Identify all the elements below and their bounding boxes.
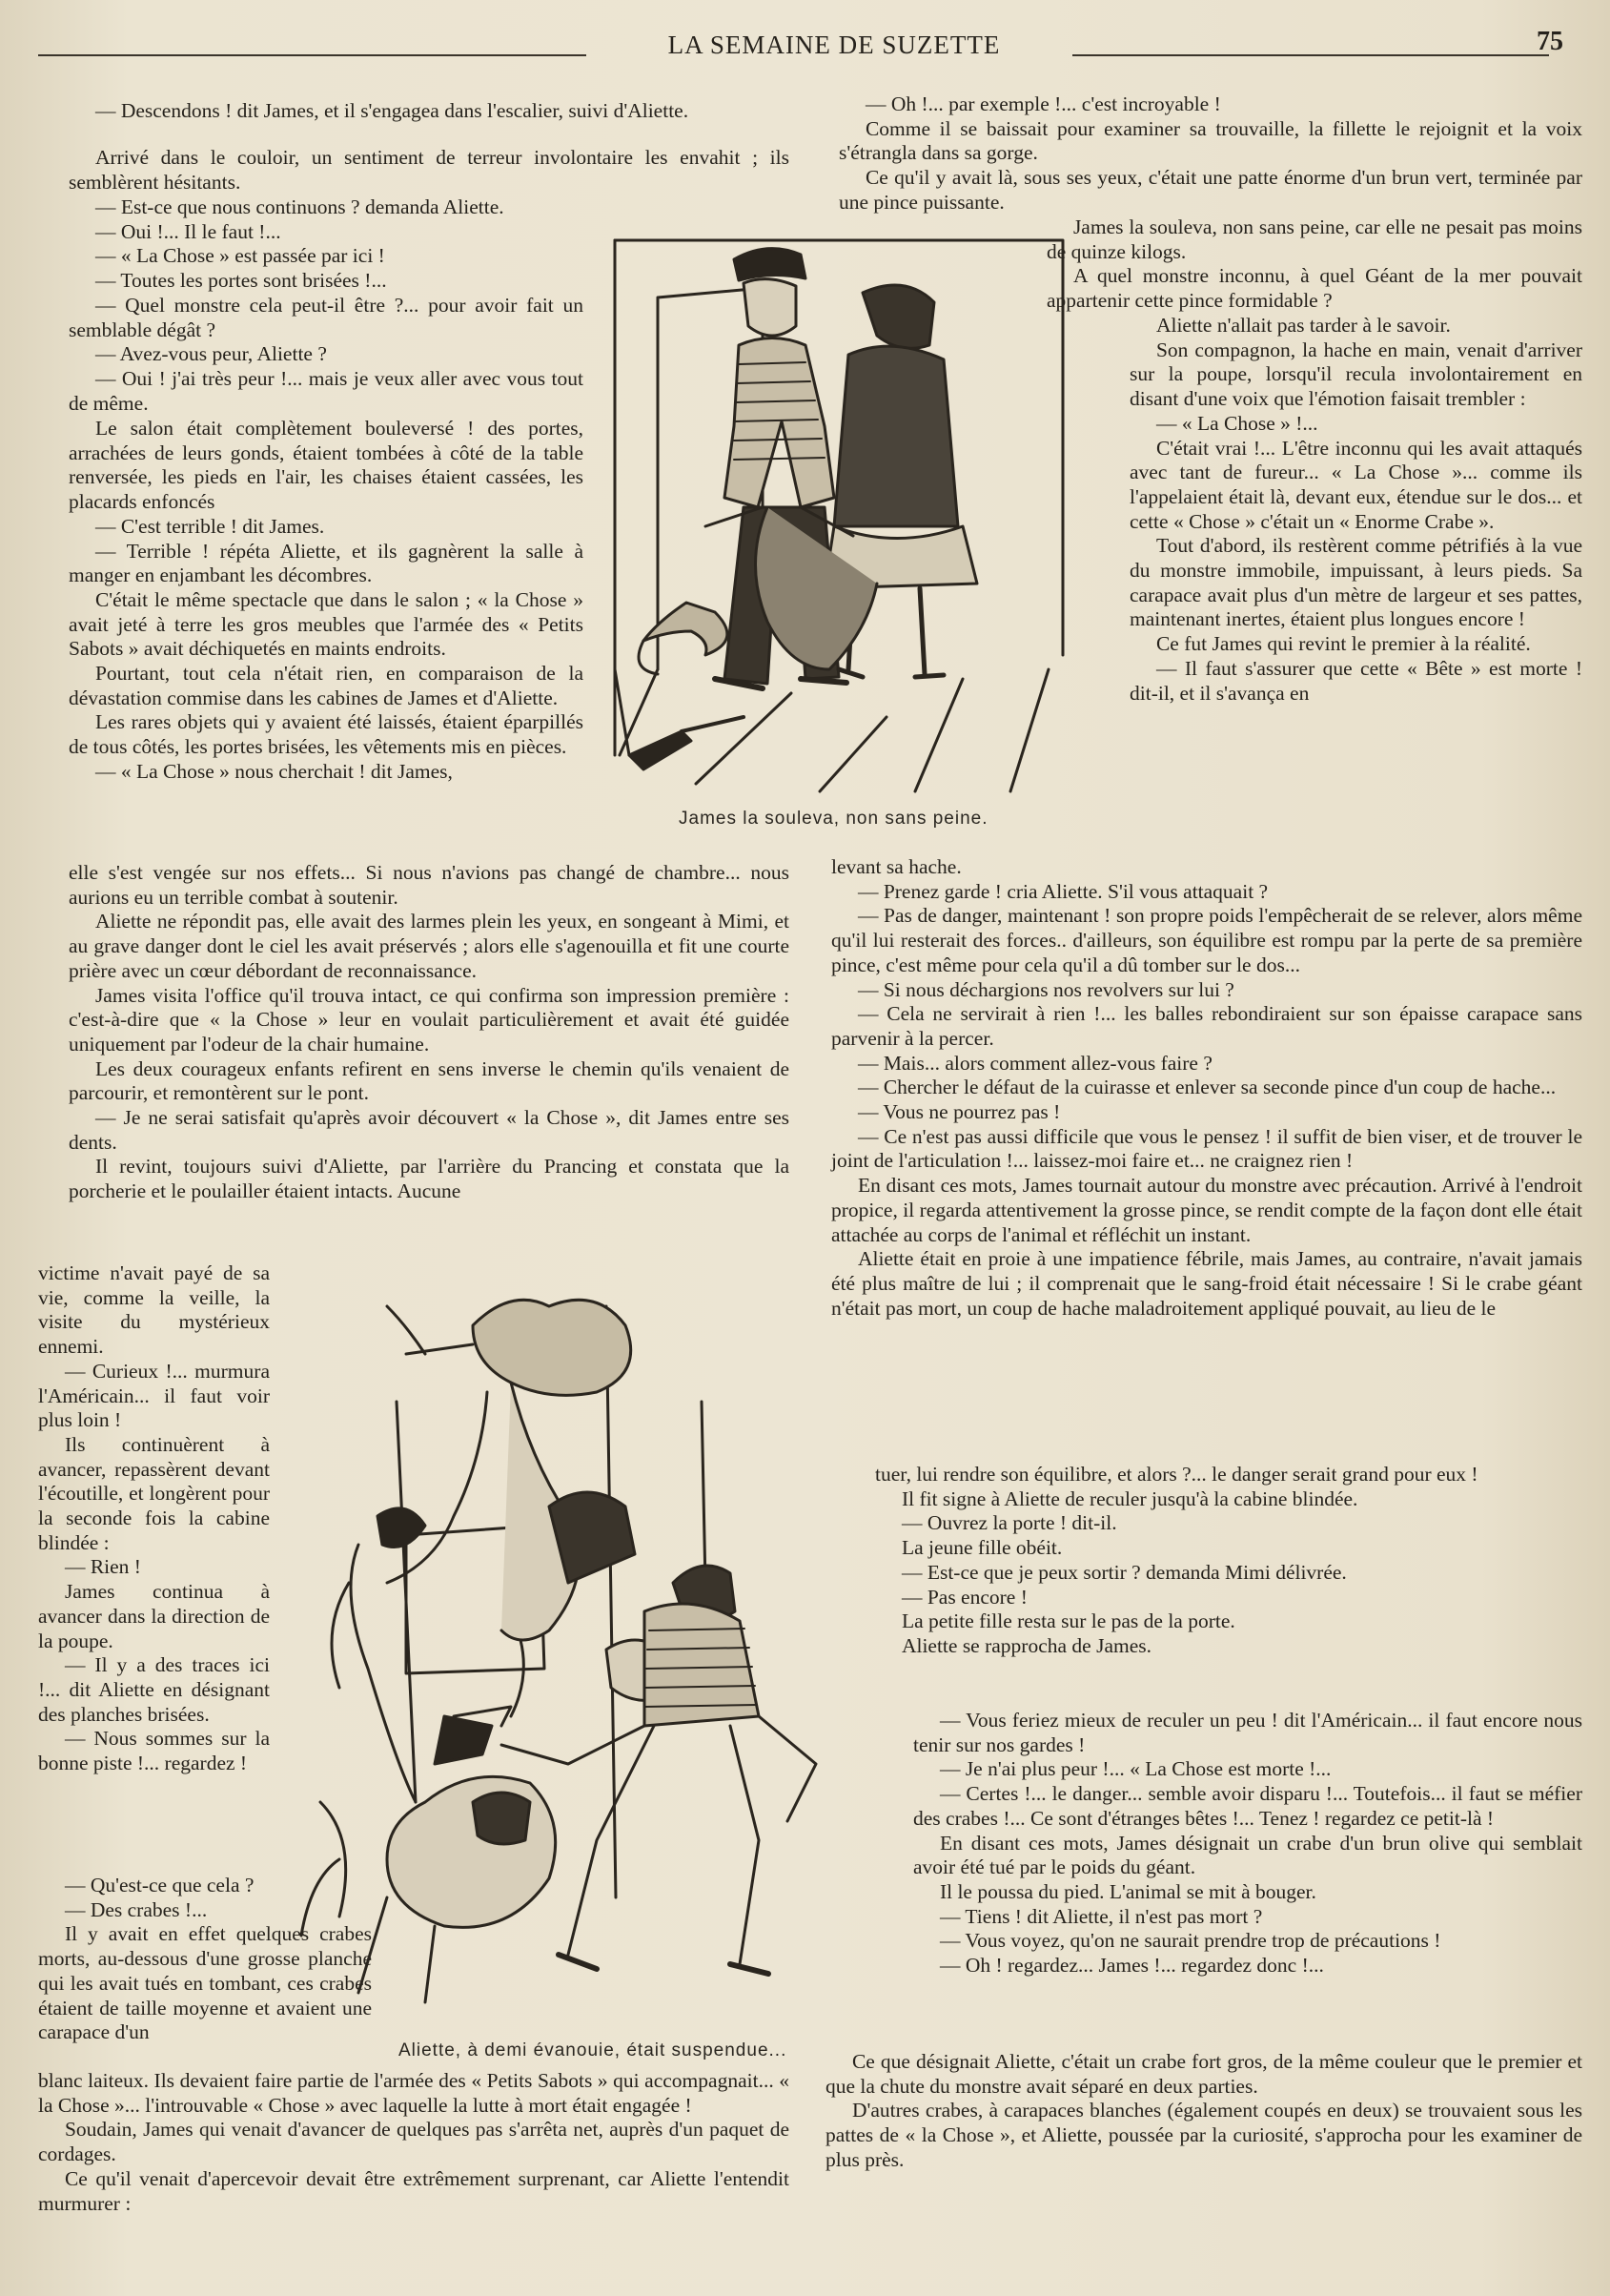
paragraph: Arrivé dans le couloir, un sentiment de terreur involontaire les envahit ; ils semblèrent hésitants. — [69, 146, 789, 194]
paragraph: — Mais... alors comment allez-vous faire ? — [857, 1051, 1213, 1075]
illustration-drawing — [282, 1268, 864, 2012]
paragraph: — « La Chose » est passée par ici ! — [94, 244, 385, 268]
paragraph: — Vous ne pourrez pas ! — [857, 1100, 1061, 1124]
paragraph: La jeune fille obéit. — [901, 1536, 1063, 1560]
paragraph: Il fit signe à Aliette de reculer jusqu'à la cabine blindée. — [901, 1486, 1358, 1510]
paragraph: Tout d'abord, ils restèrent comme pétrifiés à la vue du monstre immobile, impuissant, à leurs pieds. Sa carapace avait plus d'un mètre de largeur et ses pattes, maintenant inertes, étaient plus longues encore ! — [1130, 534, 1582, 631]
paragraph: — Pas encore ! — [901, 1585, 1028, 1609]
paragraph: — Avez-vous peur, Aliette ? — [94, 342, 327, 366]
left-column-block-a — [69, 146, 789, 195]
right-column-block-c — [1047, 215, 1582, 314]
paragraph: Les deux courageux enfants refirent en sens inverse le chemin qu'ils venaient de parcourir, et remontèrent sur le pont. — [69, 1056, 789, 1105]
figure-1-caption: James la souleva, non sans peine. — [679, 809, 988, 829]
illustration-james-lifting-claw — [601, 221, 1096, 793]
paragraph: D'autres crabes, à carapaces blanches (également coupés en deux) se trouvaient sous les pattes de « la Chose », et Aliette, poussée par la curiosité, s'approcha pour les examiner de plus près. — [825, 2099, 1582, 2171]
paragraph: Ce fut James qui revint le premier à la réalité. — [1155, 632, 1531, 656]
right-column-block-e — [831, 855, 1582, 1321]
paragraph: — C'est terrible ! dit James. — [94, 514, 325, 538]
paragraph: Aliette n'allait pas tarder à le savoir. — [1155, 314, 1451, 337]
left-column-block-c — [69, 417, 583, 785]
paragraph: victime n'avait payé de sa vie, comme la veille, la visite du mystérieux ennemi. — [38, 1261, 270, 1359]
paragraph: — Est-ce que nous continuons ? demanda Aliette. — [94, 195, 504, 218]
paragraph: — Si nous déchargions nos revolvers sur lui ? — [857, 977, 1234, 1001]
paragraph: Il y avait en effet quelques crabes morts, au-dessous d'une grosse planche qui les avait tués en tombant, ces crabes étaient de taille moyenne et avaient une carapace d'un — [38, 1922, 372, 2044]
magazine-title: LA SEMAINE DE SUZETTE — [667, 31, 1001, 59]
left-column-block-d — [69, 861, 789, 1204]
right-column-block-d — [1130, 314, 1582, 706]
paragraph: — Oui !... Il le faut !... — [94, 219, 281, 243]
paragraph: blanc laiteux. Ils devaient faire partie de l'armée des « Petits Sabots » qui accompagnait... « la Chose »... l'introuvable « Chose » avec laquelle la lutte à mort était engagée ! — [38, 2069, 789, 2117]
paragraph: — Est-ce que je peux sortir ? demanda Mimi délivrée. — [901, 1560, 1347, 1584]
paragraph: Comme il se baissait pour examiner sa trouvaille, la fillette le rejoignit et la voix s'étrangla dans sa gorge. — [839, 116, 1582, 165]
header-rule-right — [1072, 54, 1549, 56]
paragraph: Les rares objets qui y avaient été laissés, étaient éparpillés de tous côtés, les portes brisées, les vêtements mis en pièces. — [69, 710, 583, 759]
paragraph: — Pas de danger, maintenant ! son propre poids l'empêcherait de se relever, alors même qu'il lui resterait des forces.. d'ailleurs, son équilibre est rompu par la perte de sa première pince, c'est même pour cela qu'il a dû tomber sur le dos... — [831, 904, 1582, 976]
paragraph: tuer, lui rendre son équilibre, et alors ?... le danger serait grand pour eux ! — [875, 1463, 1478, 1486]
paragraph: — Nous sommes sur la bonne piste !... regardez ! — [38, 1727, 270, 1775]
paragraph: — Je n'ai plus peur !... « La Chose est morte !... — [939, 1757, 1332, 1781]
paragraph: — Oh !... par exemple !... c'est incroyable ! — [865, 92, 1221, 115]
right-column-block-f — [875, 1463, 1582, 1659]
paragraph: C'était vrai !... L'être inconnu qui les avait attaqués avec tant de fureur... « La Chose »... comme ils l'appelaient était là, devant eux, étendue sur le dos... et cette « Chose » c'était un « Enorme Crabe ». — [1130, 436, 1582, 533]
paragraph: C'était le même spectacle que dans le salon ; « la Chose » avait jeté à terre les gros meubles que l'armée des « Petits Sabots » avait déchiquetés en maints endroits. — [69, 587, 583, 661]
paragraph: — Vous voyez, qu'on ne saurait prendre trop de précautions ! — [939, 1929, 1441, 1953]
header-rule-left — [38, 54, 586, 56]
left-column-top — [69, 99, 789, 124]
paragraph: Ce que désignait Aliette, c'était un crabe fort gros, de la même couleur que le premier et que la chute du monstre avait séparé en deux parties. — [825, 2050, 1582, 2098]
paragraph: — « La Chose » !... — [1155, 411, 1318, 435]
paragraph: Aliette ne répondit pas, elle avait des larmes plein les yeux, en songeant à Mimi, et au grave danger dont le ciel les avait préservés ; alors elle s'agenouilla et fit une courte prière avec un cœur débordant de reconnaissance. — [69, 910, 789, 982]
illustration-aliette-suspended — [282, 1268, 864, 2012]
paragraph: Ce qu'il y avait là, sous ses yeux, c'était une patte énorme d'un brun vert, terminée par une pince puissante. — [839, 166, 1582, 214]
paragraph: — Il y a des traces ici !... dit Aliette en désignant des planches brisées. — [38, 1653, 270, 1726]
paragraph: — Quel monstre cela peut-il être ?... pour avoir fait un semblable dégât ? — [69, 293, 583, 341]
paragraph: — Je ne serai satisfait qu'après avoir découvert « la Chose », dit James entre ses dents. — [69, 1106, 789, 1154]
right-column-block-h — [825, 2050, 1582, 2173]
page-header — [38, 27, 1563, 69]
paragraph: Pourtant, tout cela n'était rien, en comparaison de la dévastation commise dans les cabines de James et d'Aliette. — [69, 662, 583, 709]
paragraph: Il revint, toujours suivi d'Aliette, par l'arrière du Prancing et constata que la porcherie et le poulailler étaient intacts. Aucune — [69, 1155, 789, 1203]
paragraph: La petite fille resta sur le pas de la porte. — [901, 1609, 1235, 1633]
paragraph: — Ouvrez la porte ! dit-il. — [901, 1511, 1117, 1535]
paragraph: levant sa hache. — [831, 855, 962, 878]
paragraph: — Cela ne servirait à rien !... les balles rebondiraient sur son épaisse carapace sans parvenir à la percer. — [831, 1002, 1582, 1050]
paragraph: Le salon était complètement bouleversé ! des portes, arrachées de leurs gonds, étaient tombées à côté de la table renversée, les pieds en l'air, les chaises étaient cassées, les placards enfoncés — [69, 417, 583, 514]
paragraph: — Tiens ! dit Aliette, il n'est pas mort ? — [939, 1904, 1263, 1928]
right-column-block-a — [839, 92, 1582, 166]
page-number: 75 — [1537, 27, 1563, 56]
paragraph: — Ce n'est pas aussi difficile que vous le pensez ! il suffit de bien viser, et de trouver le joint de l'articulation !... laissez-moi faire et... ne craignez rien ! — [831, 1124, 1582, 1173]
paragraph: James la souleva, non sans peine, car elle ne pesait pas moins de quinze kilogs. — [1047, 215, 1582, 263]
paragraph: Aliette était en proie à une impatience fébrile, mais James, au contraire, n'avait jamais été plus maître de lui ; il comprenait que le sang-froid était nécessaire ! Si le crabe géant n'était pas mort, un coup de hache maladroitement appliqué pouvait, au lieu de le — [831, 1247, 1582, 1320]
paragraph: Il le poussa du pied. L'animal se mit à bouger. — [939, 1879, 1316, 1903]
left-column-block-b — [69, 195, 583, 416]
paragraph: — Descendons ! dit James, et il s'engagea dans l'escalier, suivi d'Aliette. — [94, 99, 689, 122]
paragraph: — Il faut s'assurer que cette « Bête » est morte ! dit-il, et il s'avança en — [1130, 656, 1582, 705]
left-column-block-g — [38, 2069, 789, 2216]
paragraph: — Oh ! regardez... James !... regardez donc !... — [939, 1954, 1324, 1978]
paragraph: — Terrible ! répéta Aliette, et ils gagnèrent la salle à manger en enjambant les décombres. — [69, 539, 583, 587]
paragraph: — Qu'est-ce que cela ? — [64, 1874, 255, 1896]
paragraph: — Certes !... le danger... semble avoir disparu !... Toutefois... il faut se méfier des crabes !... Ce sont d'étranges bêtes !... Tenez ! regardez ce petit-là ! — [913, 1782, 1582, 1830]
paragraph: — Curieux !... murmura l'Américain... il faut voir plus loin ! — [38, 1359, 270, 1432]
paragraph: James continua à avancer dans la direction de la poupe. — [38, 1580, 270, 1652]
paragraph: James visita l'office qu'il trouva intact, ce qui confirma son impression première : c'est-à-dire que « la Chose » leur en voulait particulièrement et avait été guidée uniquement par l'odeur de la chair humaine. — [69, 983, 789, 1056]
figure-2-caption: Aliette, à demi évanouie, était suspendue... — [398, 2040, 787, 2060]
paragraph: Ils continuèrent à avancer, repassèrent devant l'écoutille, et longèrent pour la seconde fois la cabine blindée : — [38, 1432, 270, 1554]
paragraph: — Oui ! j'ai très peur !... mais je veux aller avec vous tout de même. — [69, 366, 583, 415]
paragraph: — Chercher le défaut de la cuirasse et enlever sa seconde pince d'un coup de hache... — [857, 1076, 1557, 1099]
paragraph: En disant ces mots, James désignait un crabe d'un brun olive qui semblait avoir été tué par le poids du géant. — [913, 1831, 1582, 1879]
paragraph: — Toutes les portes sont brisées !... — [94, 269, 387, 293]
right-column-block-b — [839, 166, 1582, 215]
paragraph: A quel monstre inconnu, à quel Géant de la mer pouvait appartenir cette pince formidable ? — [1047, 264, 1582, 313]
paragraph: — Prenez garde ! cria Aliette. S'il vous attaquait ? — [857, 879, 1269, 903]
paragraph: Ce qu'il venait d'apercevoir devait être extrêmement surprenant, car Aliette l'entendit murmurer : — [38, 2166, 789, 2215]
paragraph: Aliette se rapprocha de James. — [901, 1633, 1152, 1657]
paragraph: Soudain, James qui venait d'avancer de quelques pas s'arrêta net, auprès d'un paquet de cordages. — [38, 2118, 789, 2166]
paragraph: — « La Chose » nous cherchait ! dit James, — [94, 759, 453, 783]
left-column-block-e — [38, 1261, 270, 1776]
paragraph: En disant ces mots, James tournait autour du monstre avec précaution. Arrivé à l'endroit propice, il regarda attentivement la grosse pince, se rendit compte de la façon dont elle était attachée au corps de l'animal et réfléchit un instant. — [831, 1174, 1582, 1246]
paragraph: Son compagnon, la hache en main, venait d'arriver sur la poupe, lorsqu'il recula involontairement en disant d'une voix que l'émotion faisait trembler : — [1130, 338, 1582, 411]
paragraph: — Rien ! — [64, 1555, 141, 1579]
paragraph: — Des crabes !... — [64, 1897, 208, 1921]
illustration-drawing — [601, 221, 1096, 793]
paragraph: — Vous feriez mieux de reculer un peu ! dit l'Américain... il faut encore nous tenir sur nos gardes ! — [913, 1709, 1582, 1756]
right-column-block-g — [913, 1709, 1582, 1978]
paragraph: elle s'est vengée sur nos effets... Si nous n'avions pas changé de chambre... nous aurions eu un terrible combat à soutenir. — [69, 861, 789, 909]
